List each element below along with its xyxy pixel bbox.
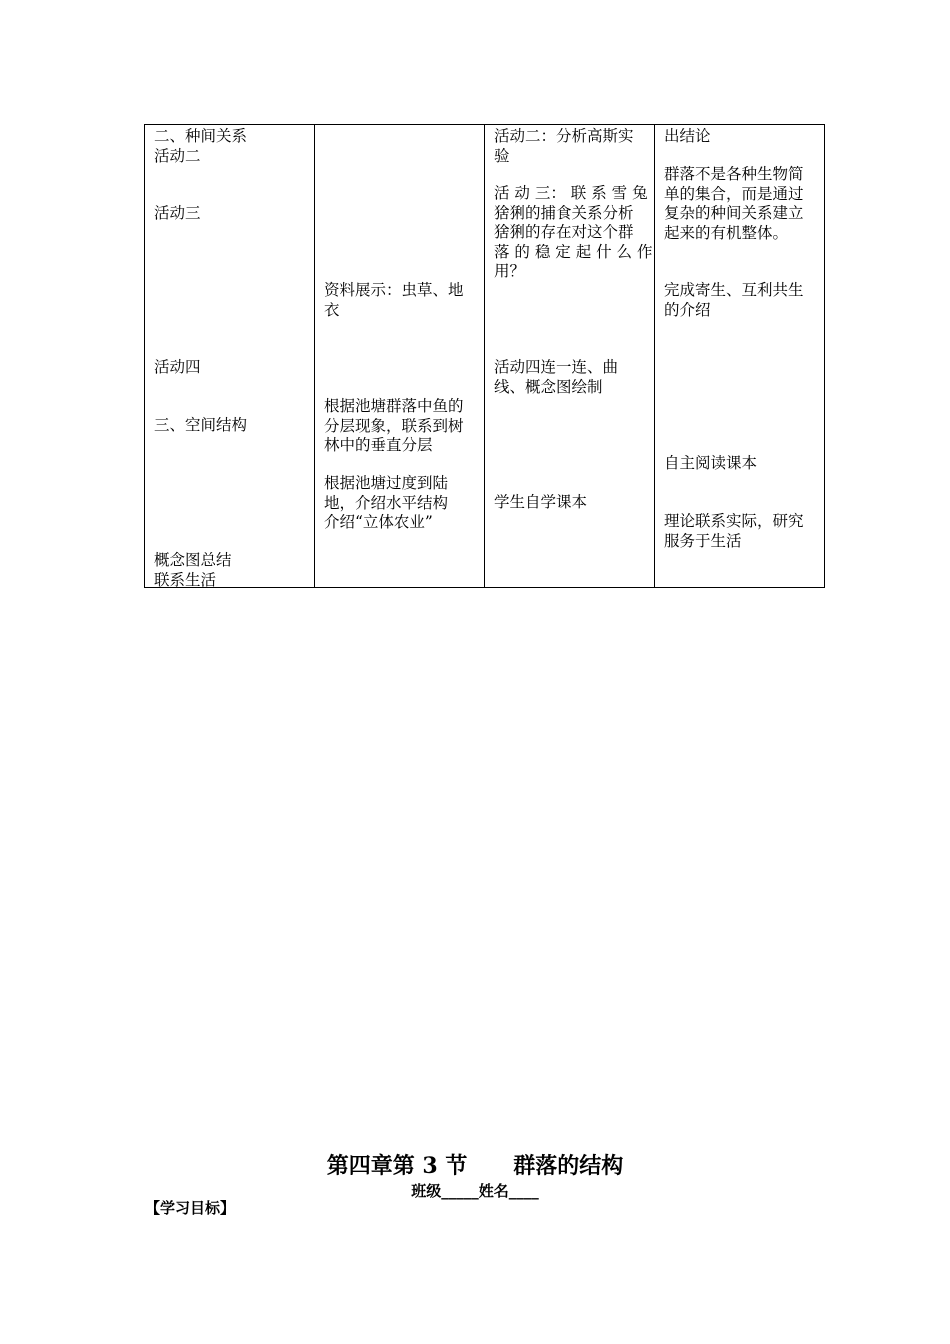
col1-topic-interspecific: [154, 127, 247, 166]
col3-activity-four: [494, 358, 618, 397]
cell-line: 活动二：分析高斯实: [494, 127, 634, 145]
cell-line: 资料展示：虫草、地: [324, 281, 464, 299]
cell-line: 林中的垂直分层: [324, 436, 433, 454]
class-name-line: 班级_____姓名____: [411, 1182, 539, 1200]
cell-line: 出结论: [664, 127, 711, 145]
cell-line: 猞猁的捕食关系分析: [494, 203, 634, 222]
cell-line: 概念图总结: [154, 551, 232, 569]
col3-self-study: [494, 493, 587, 513]
col2-vertical-layering: [324, 397, 464, 456]
cell-line: 根据池塘群落中鱼的: [324, 397, 464, 415]
cell-line: 活动三: [154, 204, 201, 222]
col4-parasitism-intro: [664, 281, 804, 320]
cell-line: 线、概念图绘制: [494, 377, 603, 396]
cell-line: 服务于生活: [664, 531, 742, 550]
col1-activity-three: [154, 204, 201, 224]
col1-topic-spatial: [154, 416, 247, 436]
col3-activity-three: [494, 184, 653, 282]
cell-line: 理论联系实际，研究: [664, 512, 804, 530]
col4-community-definition: [664, 165, 804, 243]
cell-line: 单的集合，而是通过: [664, 184, 804, 203]
column-divider: [654, 125, 655, 587]
cell-line: 活 动 三： 联 系 雪 兔: [494, 184, 648, 202]
col4-apply-to-life: [664, 512, 804, 551]
cell-line: 介绍“立体农业”: [324, 513, 433, 531]
cell-line: 用？: [494, 262, 526, 280]
col4-conclusion: [664, 127, 711, 147]
col1-summary: [154, 551, 232, 590]
column-divider: [484, 125, 485, 587]
col4-self-reading: [664, 454, 757, 474]
cell-line: 三、空间结构: [154, 416, 248, 434]
cell-line: 群落不是各种生物简: [664, 165, 804, 183]
cell-line: 落 的 稳 定 起 什 么 作: [494, 242, 653, 261]
cell-line: 根据池塘过度到陆: [324, 474, 449, 492]
col2-horizontal-structure: [324, 474, 448, 533]
cell-line: 活动二: [154, 146, 201, 165]
col1-activity-four: [154, 358, 201, 378]
cell-line: 起来的有机整体。: [664, 223, 789, 242]
cell-line: 分层现象，联系到树: [324, 416, 464, 435]
cell-line: 验: [494, 146, 510, 165]
cell-line: 复杂的种间关系建立: [664, 204, 804, 222]
cell-line: 完成寄生、互利共生: [664, 281, 804, 299]
col2-material-display: [324, 281, 464, 320]
chapter-title: 第四章第 3 节 群落的结构: [326, 1153, 624, 1179]
cell-line: 联系生活: [154, 570, 217, 589]
cell-line: 活动四连一连、曲: [494, 358, 619, 376]
cell-line: 猞猁的存在对这个群: [494, 223, 634, 241]
column-divider: [314, 125, 315, 587]
cell-line: 二、种间关系: [154, 127, 248, 145]
col3-activity-two: [494, 127, 634, 166]
cell-line: 学生自学课本: [494, 493, 588, 511]
cell-line: 的介绍: [664, 300, 711, 319]
cell-line: 衣: [324, 300, 340, 319]
cell-line: 地，介绍水平结构: [324, 493, 449, 512]
learning-objectives-heading: 【学习目标】: [145, 1199, 236, 1217]
cell-line: 自主阅读课本: [664, 454, 758, 472]
cell-line: 活动四: [154, 358, 201, 376]
lesson-table: [144, 124, 825, 588]
